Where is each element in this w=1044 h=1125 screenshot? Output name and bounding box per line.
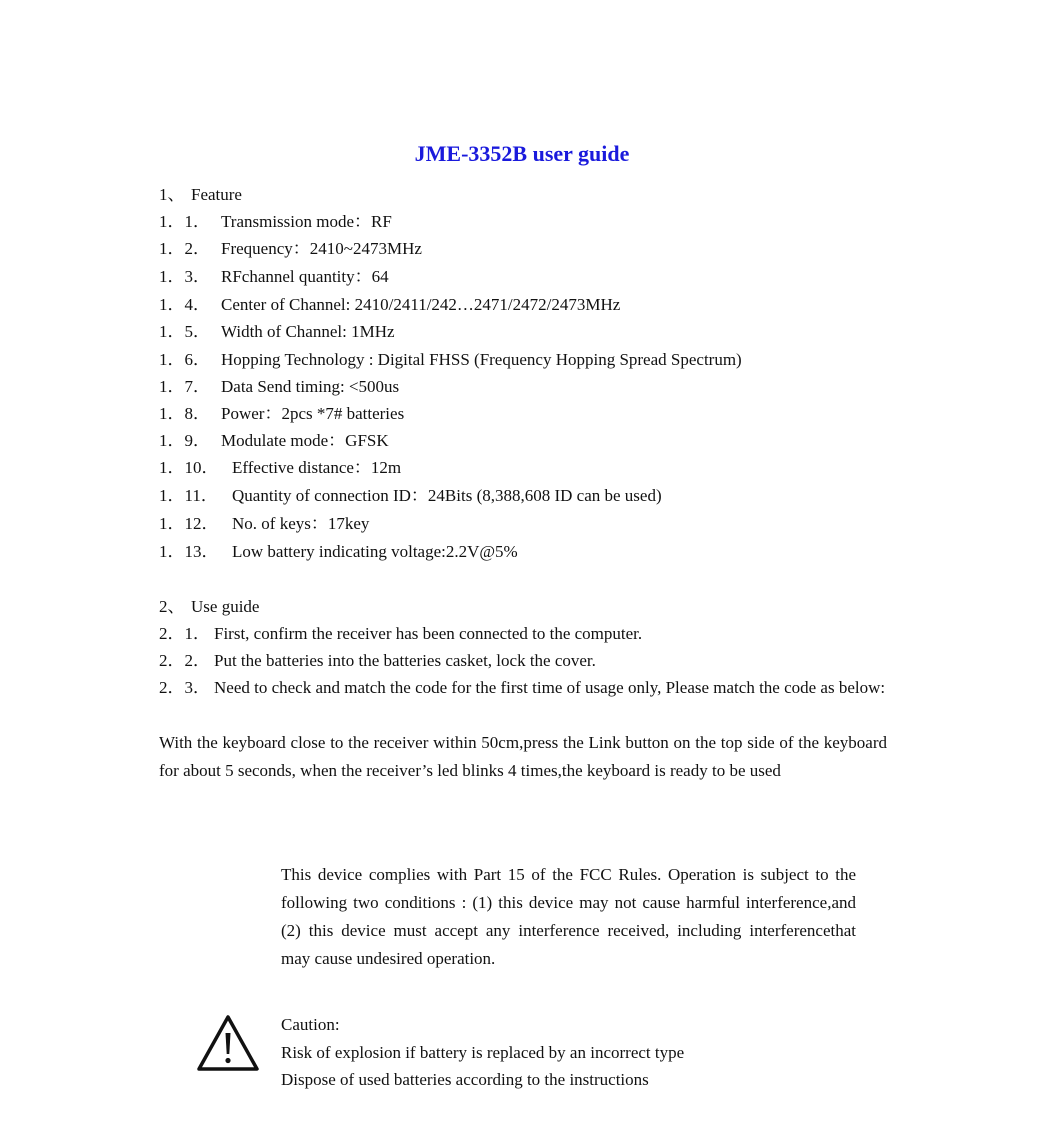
caution-heading: Caution:	[281, 1015, 340, 1034]
feature-item-number: 1．5．	[159, 322, 210, 341]
section-2-title: Use guide	[191, 597, 260, 616]
feature-item	[159, 431, 389, 451]
feature-item-text: Low battery indicating voltage:2.2V@5%	[232, 542, 518, 561]
feature-item-number: 1．6．	[159, 350, 210, 369]
feature-item-number: 1．13．	[159, 542, 219, 561]
feature-item-number: 1．10．	[159, 458, 219, 477]
feature-item-text: Data Send timing: <500us	[221, 377, 400, 396]
guide-item	[159, 624, 642, 644]
feature-item-text: Modulate mode：GFSK	[221, 431, 389, 450]
feature-item	[159, 350, 742, 370]
section-2-number: 2、	[159, 597, 185, 616]
caution-line-1: Risk of explosion if battery is replaced by an incorrect type	[281, 1042, 685, 1062]
feature-item	[159, 239, 422, 259]
feature-item	[159, 486, 662, 506]
feature-item	[159, 212, 392, 232]
document-title: JME-3352B user guide	[414, 141, 630, 166]
guide-item-number: 2．1．	[159, 624, 210, 643]
feature-item	[159, 322, 395, 342]
feature-item-text: No. of keys：17key	[232, 514, 370, 533]
feature-item-text: Power：2pcs *7# batteries	[221, 404, 405, 423]
feature-item-text: Effective distance：12m	[232, 458, 402, 477]
feature-item-text: Center of Channel: 2410/2411/242…2471/2472/2473MHz	[221, 295, 621, 314]
guide-item-text: First, confirm the receiver has been connected to the computer.	[214, 624, 643, 643]
feature-item-number: 1．7．	[159, 377, 210, 396]
feature-item-number: 1．12．	[159, 514, 219, 533]
feature-item	[159, 542, 518, 562]
feature-item-number: 1．11．	[159, 486, 218, 505]
feature-item	[159, 514, 369, 534]
pairing-instructions: With the keyboard close to the receiver within 50cm,press the Link button on the top side of the keyboard for about 5 seconds, when the receiver’s led blinks 4 times,the keyboard is ready to be used	[159, 733, 887, 780]
caution-block	[281, 1011, 684, 1094]
feature-item	[159, 458, 401, 478]
section-1-number: 1、	[159, 185, 185, 204]
feature-item	[159, 267, 389, 287]
section-2-heading	[159, 597, 259, 617]
feature-item-number: 1．1．	[159, 212, 210, 231]
feature-item	[159, 404, 404, 424]
feature-item-number: 1．8．	[159, 404, 210, 423]
feature-item-text: Transmission mode：RF	[221, 212, 392, 231]
feature-item-number: 1．9．	[159, 431, 210, 450]
guide-item	[159, 651, 596, 671]
feature-item-text: Hopping Technology : Digital FHSS (Frequency Hopping Spread Spectrum)	[221, 350, 742, 369]
section-1-heading	[159, 185, 242, 205]
feature-item-text: Quantity of connection ID：24Bits (8,388,608 ID can be used)	[232, 486, 662, 505]
guide-item-number: 2．3．	[159, 678, 210, 697]
guide-item-number: 2．2．	[159, 651, 210, 670]
fcc-notice: This device complies with Part 15 of the FCC Rules. Operation is subject to the following two conditions : (1) this device may not cause harmful interference,and (2) this device must accept any interference received, including interferencethat may cause undesired operation.	[281, 865, 856, 968]
feature-item	[159, 377, 399, 397]
guide-item	[159, 674, 887, 702]
caution-line-2: Dispose of used batteries according to the instructions	[281, 1070, 649, 1089]
feature-item-number: 1．4．	[159, 295, 210, 314]
feature-item-text: Frequency：2410~2473MHz	[221, 239, 422, 258]
feature-item-number: 1．2．	[159, 239, 210, 258]
feature-item	[159, 295, 620, 315]
warning-triangle-icon	[196, 1014, 260, 1072]
feature-item-number: 1．3．	[159, 267, 210, 286]
guide-item-text: Need to check and match the code for the first time of usage only, Please match the code as below:	[214, 678, 886, 697]
feature-item-text: RFchannel quantity：64	[221, 267, 389, 286]
guide-item-text: Put the batteries into the batteries casket, lock the cover.	[214, 651, 596, 670]
feature-item-text: Width of Channel: 1MHz	[221, 322, 395, 341]
section-1-title: Feature	[191, 185, 242, 204]
